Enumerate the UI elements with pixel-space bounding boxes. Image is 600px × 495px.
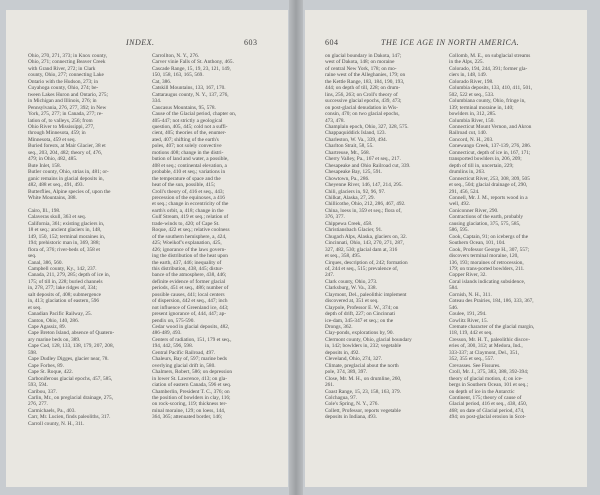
index-line: Cape St. Roque, 422. xyxy=(28,369,74,376)
index-line: in lower St. Lawrence, 413; on gla- xyxy=(152,375,228,382)
index-line: 194; prehistoric man in, 369, 388; xyxy=(28,240,100,247)
index-line: trade-winds to, 420; of Cape St. xyxy=(152,220,220,227)
index-line: 136, 193; moraines of retrocession, xyxy=(449,259,524,266)
index-line: Butterflies, Alpine species of, upon the xyxy=(28,188,111,195)
index-line: definite evidence of former glacial xyxy=(152,278,226,285)
index-line: this distribution, 438, 445; distur- xyxy=(152,265,224,272)
index-line: Carlin, Mr., on preglacial drainage, 275, xyxy=(28,395,114,402)
index-line: Coast Range, 15, 23, 158, 163, 379. xyxy=(325,388,401,395)
index-line: deposits in Indiana, 493. xyxy=(325,414,377,421)
index-line: possible causes, 441; local centers xyxy=(152,291,225,298)
index-line: Conewango Creek, 137-139, 276, 286. xyxy=(449,143,532,150)
index-line: 593, 594. xyxy=(28,382,48,389)
index-line: Canton, Ohio, 140, 286. xyxy=(28,317,80,324)
index-line: Connecticut River, 253, 308, 309, 505 xyxy=(449,175,530,182)
index-line: Cremate character of the glacial margin, xyxy=(449,324,535,331)
index-line: 327, 482, 530; glacial dam at, 316 xyxy=(325,246,398,253)
index-line: Minnesota, 459 et seq. xyxy=(28,136,76,143)
index-line: Cole's Spring, N. Y., 276. xyxy=(325,401,379,408)
index-line: discovers terminal moraine, 120, xyxy=(449,253,519,260)
index-line: et seq.; change in eccentricity of the xyxy=(152,201,229,208)
index-line: well, 492. xyxy=(449,201,471,208)
index-line: 468; on date of Glacial period, 474, xyxy=(449,407,525,414)
right-page-title: THE ICE AGE IN NORTH AMERICA. xyxy=(381,38,520,47)
index-line: 175; of till in, 228; buried channels xyxy=(28,278,103,285)
index-line: Cowlitz River, 15. xyxy=(449,317,488,324)
index-line: Clarksburg, W. Va., 338. xyxy=(325,285,377,292)
index-line: Campbell county, Ky., 142, 237. xyxy=(28,265,97,272)
right-page-number: 604 xyxy=(325,38,339,47)
index-line: Clark county, Ohio, 273. xyxy=(325,278,378,285)
book-gutter xyxy=(289,0,303,495)
index-line: depth of till in, uncertain, 229; xyxy=(449,162,514,169)
index-line: Climate, preglacial about the north xyxy=(325,362,399,369)
index-line: transported bowlders in, 206, 209; xyxy=(449,156,522,163)
index-line: Canada, 211, 279, 285; depth of ice in, xyxy=(28,272,111,279)
index-line: Cook, Captain, 91; on icebergs of the xyxy=(449,233,529,240)
right-page xyxy=(305,10,587,487)
index-line: Ohio River to Mississippi, 277, xyxy=(28,123,95,130)
index-line: consin, 470; on two glacial epochs, xyxy=(325,111,400,118)
index-line: depth of drift, 227; on Cincinnati xyxy=(325,311,396,318)
index-line: Colchagua, 97. xyxy=(325,395,357,402)
index-line: ary marine beds on, 389. xyxy=(28,336,81,343)
index-line: Centers of radiation, 151, 179 et seq., xyxy=(152,336,232,343)
index-line: Cresson, Mr. H. T., paleolithic discov- xyxy=(449,336,531,343)
index-line: overlying glacial drift in, 580. xyxy=(152,362,216,369)
index-line: ice-dam, 345-347 et seq.; on the xyxy=(325,317,394,324)
index-line: 482, 488 et seq., 491, 493. xyxy=(28,182,84,189)
index-line: 352, 355 et seq., 557. xyxy=(449,356,495,363)
index-line: theory of glacial motion, 4; on ice- xyxy=(449,375,523,382)
index-line: of dispersion, 442 et seq., 447; inch xyxy=(152,298,228,305)
index-line: Cedar wood in glacial deposits, 482, xyxy=(152,324,230,331)
index-line: Glacial period, 416 et seq., 438, 450, xyxy=(449,401,528,408)
index-line: Chartreuse, Mt., 568. xyxy=(325,149,371,156)
index-line: 502, 522 et seq., 533. xyxy=(449,91,495,98)
index-line: Champlain epoch, Ohio, 327, 328, 575. xyxy=(325,123,409,130)
index-line: present ignorance of, 444, 447; ap- xyxy=(152,311,226,318)
index-line: Collomb, M. E., on subglacial streams xyxy=(449,53,531,59)
index-line: minal moraine, 129; on loess, 144, xyxy=(152,407,226,414)
index-line: Carmichaels, Pa., 403. xyxy=(28,407,76,414)
index-line: 150, 158, 163, 165, 569. xyxy=(152,72,204,79)
index-line: not influence of Greenland ice, 443; xyxy=(152,304,229,311)
index-line: 261. xyxy=(325,382,335,389)
index-line: Carrollton, N. Y., 276. xyxy=(152,53,200,59)
index-line: Chugach Alps, Alaska, glaciers on, 32. xyxy=(325,233,407,240)
left-index-column-2 xyxy=(152,53,270,421)
index-line: 376, 377. xyxy=(325,214,345,221)
index-line: on glacial boundary in Dakota, 147; xyxy=(325,53,402,59)
index-line: Cape Cod, 128, 133, 138, 179, 207, 208, xyxy=(28,343,114,350)
index-line: cient, 405; theories of the, enumer- xyxy=(152,130,227,137)
index-line: et seq., 358, 495. xyxy=(325,253,362,260)
index-line: Catskill Mountains, 133, 167, 170. xyxy=(152,85,226,92)
index-line: of central New York, 178; on mo- xyxy=(325,65,397,72)
index-line: causing glaciation, 375, 575, 585, xyxy=(449,220,521,227)
index-line: York, 275, 277; in Canada, 277; re- xyxy=(28,111,103,118)
index-line: Chillicothe, Ohio, 212, 286, 467, 492. xyxy=(325,201,406,208)
index-line: Charlton Strait, 58, 55. xyxy=(325,143,374,150)
index-line: Cleveland, Ohio, 274, 327. xyxy=(325,356,383,363)
index-line: Cirques, description of, 242; formation xyxy=(325,259,408,266)
index-line: Butler county, Ohio, strias in, 481; or- xyxy=(28,169,109,176)
index-line: Cat, 386. xyxy=(152,78,172,85)
index-line: in the Alps, 225. xyxy=(449,59,484,66)
index-line: 586, 595. xyxy=(449,227,469,234)
index-line: Cornish, N. H., 311. xyxy=(449,291,492,298)
index-line: Christiansbach Glacier, 91. xyxy=(325,227,383,234)
index-line: bowlders in, 312, 285. xyxy=(449,111,497,118)
index-line: Colorado River, 198. xyxy=(449,78,494,85)
index-line: Claypole, Professor E. W., 374; on xyxy=(325,304,399,311)
index-line: successive glacial epochs, 439, 473; xyxy=(325,98,402,105)
index-line: probable, 410 et seq.; variations in xyxy=(152,169,226,176)
index-line: ated, 407; shifting of the earth's xyxy=(152,136,219,143)
index-line: Chesapeake Bay, 125, 591. xyxy=(325,169,383,176)
index-line: Chilkat, Alaska, 27, 29. xyxy=(325,194,375,201)
index-line: Canadian Pacific Railway, 25. xyxy=(28,311,92,318)
index-line: bution of land and water, a possible, xyxy=(152,156,229,163)
index-line: on depth of ice in the Antarctic xyxy=(449,388,515,395)
index-line: Ohio, 271; connecting Beaver Creek xyxy=(28,59,106,66)
index-line: China, loess in, 359 et seq.; flora of, xyxy=(325,207,402,214)
index-line: 149, 150, 152; terminal moraines in, xyxy=(28,233,106,240)
index-line: bance of the atmosphere, 438, 446; xyxy=(152,272,227,279)
left-page-number: 603 xyxy=(244,38,258,47)
index-line: deposits in, 492. xyxy=(325,349,360,356)
index-line: 247. xyxy=(325,272,335,279)
index-line: tween Lakes Huron and Ontario, 275; xyxy=(28,91,109,98)
index-line: Drongs, 362. xyxy=(325,324,353,331)
index-line: 584. xyxy=(449,285,459,292)
index-line: Chowtown, Pa., 286. xyxy=(325,175,370,182)
index-line: of the southern hemisphere, a, 424, xyxy=(152,233,227,240)
index-line: Cape Breton Island, absence of Quatern- xyxy=(28,330,115,337)
index-line: with Grand River, 272; in Clark xyxy=(28,65,96,72)
index-line: 425; Woeikof's explanation, 425, xyxy=(152,240,222,247)
index-line: Coral islands indicating subsidence, xyxy=(449,278,526,285)
index-line: Clermont county, Ohio, glacial boundary xyxy=(325,336,412,343)
index-line: Carr, Mr. Lucien, finds paleoliths, 317. xyxy=(28,414,111,421)
index-line: ciation of eastern Canada, 596 et seq. xyxy=(152,382,232,389)
index-line: on rock-scoring, 119; thickness ter- xyxy=(152,401,227,408)
index-line: seq. xyxy=(28,253,37,260)
index-line: White Mountains, 388. xyxy=(28,194,77,201)
index-line: Contractions of the earth, probably xyxy=(449,214,523,221)
index-line: Chippewa Creek, 458. xyxy=(325,220,373,227)
index-line: Cheyenne River, 146, 147, 214, 295. xyxy=(325,182,403,189)
index-line: Continent, 175; theory of cause of xyxy=(449,395,522,402)
index-line: ganic remains in glacial deposits in, xyxy=(28,175,104,182)
index-line: 118, 119, 442 et seq. xyxy=(449,330,493,337)
index-line: of, 244 et seq., 515; prevalence of, xyxy=(325,265,399,272)
index-line: 334. xyxy=(152,98,162,105)
index-line: 291, 456, 524. xyxy=(449,188,480,195)
index-line: 179; on trans-ported bowlders, 211. xyxy=(449,265,525,272)
index-line: Chamberlin, President T. C., 376; on xyxy=(152,388,230,395)
index-line: Roque, 422 et seq.; relative coolness xyxy=(152,227,230,234)
index-line: 546. xyxy=(449,304,459,311)
index-line: Cattaraugus county, N. Y., 137, 276, xyxy=(152,91,229,98)
index-line: 405-447; not strictly a geological xyxy=(152,117,223,124)
index-line: west of Dakota, 148; on moraine xyxy=(325,59,395,66)
index-line: ciers in, 148, 149. xyxy=(449,72,487,79)
left-index-column-1 xyxy=(28,53,146,427)
index-line: Collett, Professor, reports vegetable xyxy=(325,407,401,414)
index-line: Columbia River, 150. xyxy=(449,117,495,124)
index-line: Cherry Valley, Pa., 167 et seq., 217. xyxy=(325,156,401,163)
index-line: Ontario with the Hudson, 273; in xyxy=(28,78,99,85)
index-line: Carboniferous glacial epochs, 457, 585, xyxy=(28,375,113,382)
index-line: raine west of the Alleghanies, 179; on xyxy=(325,72,406,79)
index-line: Caribou, 337. xyxy=(28,388,57,395)
index-line: Cincinnati, Ohio, 143, 270, 271, 287, xyxy=(325,240,405,247)
index-line: Chili, glaciers in, 92, 96, 97. xyxy=(325,188,386,195)
index-line: Coteau des Prairies, 184, 186, 333, 367, xyxy=(449,298,534,305)
index-line: on post-glacial denudation in Wis- xyxy=(325,104,398,111)
index-line: eries of, 300, 312; at Medora, Ind., xyxy=(449,343,523,350)
index-line: earth's orbit, a, 418; change in the xyxy=(152,207,224,214)
index-line: Chappaquiddick Island, 123. xyxy=(325,130,386,137)
index-line: Chaleurs, Bay of, 597; marine beds xyxy=(152,356,227,363)
index-line: Columbia deposits, 133, 410, 411, 501, xyxy=(449,85,533,92)
index-line: Caucasus Mountains, 95, 578. xyxy=(152,104,216,111)
index-line: Claymont, Del., paleolithic implement xyxy=(325,291,407,298)
index-line: Columbiana county, Ohio, fringe in, xyxy=(449,98,526,105)
index-line: precession of the equinoxes, a 416 xyxy=(152,194,225,201)
right-index-column-1 xyxy=(325,53,443,421)
index-line: Railroad cut, 140. xyxy=(449,130,487,137)
index-line: Connell, Mr. J. M., reports wood in a xyxy=(449,194,528,201)
index-line: Cape Forbes, 89. xyxy=(28,362,64,369)
index-line: Connecticut Mount Vernon, and Akron xyxy=(449,123,532,130)
index-line: Concord, N. H., 203. xyxy=(449,136,494,143)
index-line: 598. xyxy=(28,349,38,356)
index-line: et seq., 504; glacial drainage of, 290, xyxy=(449,182,528,189)
index-line: Chalmers, Robert, 586; on depression xyxy=(152,369,233,376)
index-line: Cairo, Ill., 198. xyxy=(28,207,61,214)
index-line: Cuyahoga county, Ohio, 274; be- xyxy=(28,85,99,92)
index-line: the Kettle Range, 183, 184, 190, 193, xyxy=(325,78,405,85)
index-line: in, 413; glaciation of eastern, 596 xyxy=(28,298,100,305)
index-line: 139; terminal moraine in, 140; xyxy=(449,104,514,111)
index-line: pendix on, 575-590. xyxy=(152,317,195,324)
index-line: Carver vinie Falls of St. Anthony, 465. xyxy=(152,59,234,66)
index-line: pole, 374, 389, 397. xyxy=(325,369,368,376)
index-line: the earth, 437, 446; inequality of xyxy=(152,259,222,266)
index-line: 494; on post-glacial erosion in Scot- xyxy=(449,414,526,421)
index-line: Pennsylvania, 276, 277, 392; in New xyxy=(28,104,107,111)
index-line: Calaveras skull, 363 et seq. xyxy=(28,214,86,221)
index-line: et seq. xyxy=(28,304,42,311)
index-line: heat of the sun, possible, 415; xyxy=(152,182,216,189)
index-line: Southern Ocean, 101, 104. xyxy=(449,240,506,247)
index-line: flora of, 376; river-beds of, 358 et xyxy=(28,246,100,253)
index-line: 479; in Ohio, 482, 485. xyxy=(28,156,78,163)
index-line: 426; ignorance of the laws govern- xyxy=(152,246,226,253)
index-line: Central Pacific Railroad, 497. xyxy=(152,349,216,356)
index-line: periods, 451 et seq., 486; number of xyxy=(152,285,229,292)
index-line: county, Ohio, 277; connecting Lake xyxy=(28,72,104,79)
index-line: bergs in Southern Ocean, 101 et seq.; xyxy=(449,382,529,389)
index-line: question, 405, 445; cold not a suffi- xyxy=(152,123,228,130)
index-line: poles, 407; not solely convective xyxy=(152,143,222,150)
index-line: lins, 256, 263; on Croll's theory of xyxy=(325,91,398,98)
index-line: 18 et seq.; ancient glaciers in, 148, xyxy=(28,227,102,234)
index-line: 276, 277. xyxy=(28,401,48,408)
index-line: Coniconner River, 290. xyxy=(449,207,499,214)
index-line: Copper River, 32. xyxy=(449,272,487,279)
index-line: in, 142; bowlders in, 232; vegetable xyxy=(325,343,402,350)
index-line: salt deposits of, 408; submergence xyxy=(28,291,102,298)
index-line: Cape Dudley Digges, glacier near, 78. xyxy=(28,356,109,363)
index-line: Cape Agassiz, 89. xyxy=(28,324,66,331)
index-line: Carroll county, N. H., 311. xyxy=(28,420,85,427)
index-line: Cascade Range, 15, 19, 23, 121, 149, xyxy=(152,65,231,72)
index-line: Cause of the Glacial period, chapter on, xyxy=(152,111,237,118)
index-line: lation of, to valleys, 256; from xyxy=(28,117,93,124)
index-line: in Michigan and Illinois, 276; in xyxy=(28,98,97,105)
index-line: 408 et seq.; continental elevation, a xyxy=(152,162,227,169)
index-line: seq., 203, 204, 482; theory of, 476, xyxy=(28,149,103,156)
index-line: the position of bowlders in clay, 116; xyxy=(152,395,231,402)
index-line: 194, 442, 596, 598. xyxy=(152,343,194,350)
left-page xyxy=(6,10,288,487)
index-line: Charleston, W. Va., 339, 494. xyxy=(325,136,387,143)
index-line: 364, 365; attenuated border, 146; xyxy=(152,414,223,421)
index-line: Colorado, 194, 244, 391; former gla- xyxy=(449,65,528,72)
index-line: Close, Mr. M. H., on drumline, 260, xyxy=(325,375,402,382)
index-line: Coulee, 191, 294. xyxy=(449,311,487,318)
index-line: Buried forests, at Mair Glacier, 38 et xyxy=(28,143,106,150)
index-line: Cook, Professor George H., 307, 557; xyxy=(449,246,530,253)
index-line: 473, 478. xyxy=(325,117,345,124)
right-index-column-2 xyxy=(449,53,567,421)
index-line: Clay-ponds, explorations by, 90. xyxy=(325,330,394,337)
index-line: discovered at, 351 et seq. xyxy=(325,298,379,305)
index-line: drumlins in, 263. xyxy=(449,169,486,176)
index-line: Crevasses. See Fissures. xyxy=(449,362,501,369)
index-line: Chesapeake and Ohio Railroad cut, 339. xyxy=(325,162,411,169)
index-line: California, 361; existing glaciers in, xyxy=(28,220,105,227)
index-line: Connecticut, depth of ice in, 167, 171; xyxy=(449,149,531,156)
index-line: 486-489, 493. xyxy=(152,330,182,337)
index-line: motions 408; change in the distri- xyxy=(152,149,224,156)
index-line: 444; on depth of till, 228; on drum- xyxy=(325,85,401,92)
index-line: Croll's theory of, 416 et seq., 443; xyxy=(152,188,225,195)
index-line: Bute Inlet, 158. xyxy=(28,162,61,169)
index-line: the temperature of space and the xyxy=(152,175,221,182)
index-line: 333-337; at Claymont, Del., 351, xyxy=(449,349,520,356)
left-page-title: INDEX. xyxy=(126,38,155,47)
index-line: in, 278, 277; lake ridges of, 334; xyxy=(28,285,97,292)
index-line: Canal, 386, 560. xyxy=(28,259,63,266)
index-line: through Minnesota, 459; in xyxy=(28,130,86,137)
index-line: ing the distribution of the heat upon xyxy=(152,253,228,260)
index-line: Croll, Mr. J., 375, 383, 388, 392-394; xyxy=(449,369,529,376)
index-line: Gulf Stream, 419 et seq.; relation of xyxy=(152,214,229,221)
index-line: Ohio, 270, 271, 373; in Knox county, xyxy=(28,53,108,59)
